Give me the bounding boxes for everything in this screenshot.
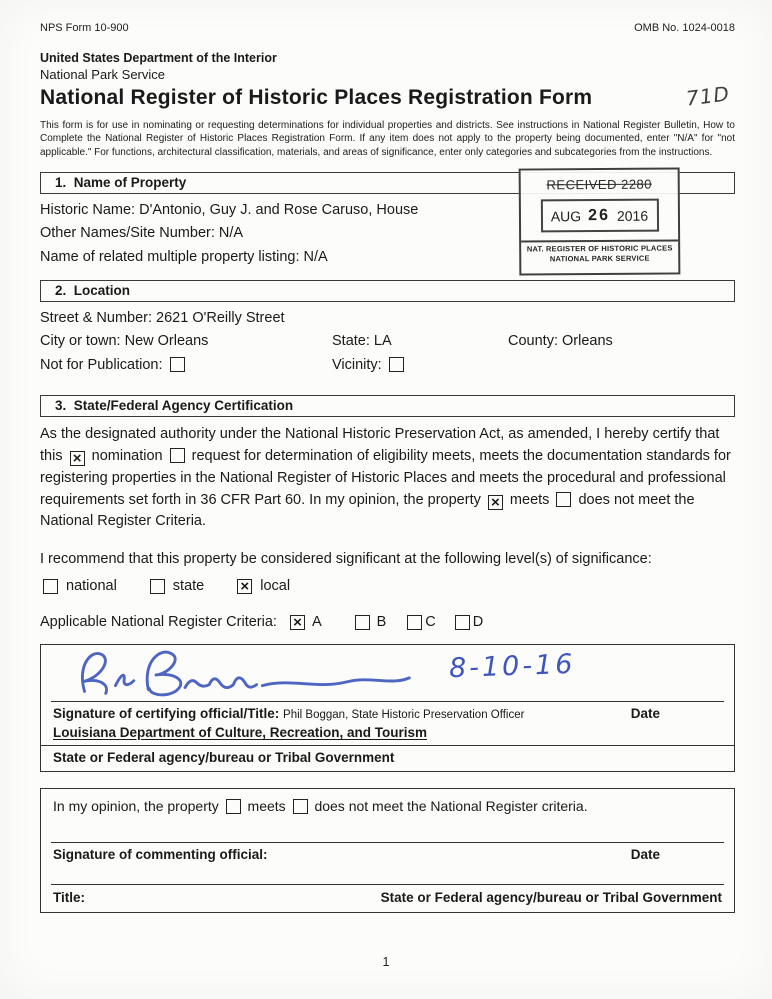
property-meets-checkbox: × (488, 495, 503, 510)
signature-line (51, 645, 724, 702)
criteria-row (40, 614, 735, 630)
stamp-month: AUG (550, 207, 582, 224)
multiple-listing-field: Name of related multiple property listing: N/A (40, 249, 328, 266)
bureau-label: State or Federal agency/bureau or Tribal Government (41, 745, 734, 771)
opinion-meets-label: meets (247, 798, 286, 815)
criteria-text: Applicable National Register Criteria: (40, 614, 277, 631)
title-label: Title: (53, 890, 86, 906)
state-field: State: LA (332, 333, 392, 350)
bureau-label: State or Federal agency/bureau or Tribal Government (380, 890, 722, 906)
stamp-date-box (540, 199, 658, 233)
handwritten-note: 71D (684, 81, 732, 111)
section-2-fields (40, 308, 735, 376)
nomination-label: nomination (91, 448, 163, 465)
cert-text-1: As the designated authority under the National Historic Preservation Act, as amended, I hereby certify that this (40, 426, 720, 465)
recommend-text: I recommend that this property be considered significant at the following level(s) of significance: (40, 551, 652, 568)
county-field: County: Orleans (508, 333, 613, 350)
criteria-b-checkbox (355, 615, 370, 630)
commenting-official-block (40, 788, 735, 913)
stamp-day: 26 (588, 206, 610, 224)
commenting-caption-row (41, 843, 734, 864)
commenting-caption-label: Signature of commenting official: (53, 847, 268, 863)
form-instructions: This form is for use in nominating or requesting determinations for individual properties and districts. See instructions in National Register Bulletin, How to Complete the National Register of Historic Places Registration Form. If any item does not apply to the property being documented, enter "N/A" for "not applicable." For functions, architectural classification, materials, and areas of significance, enter only categories and subcategories from the instructions. (40, 120, 735, 158)
opinion-meets-checkbox (226, 799, 241, 814)
certification-paragraph (40, 424, 735, 533)
other-names-field: Other Names/Site Number: N/A (40, 225, 244, 242)
criteria-a-label: A (311, 614, 322, 631)
criteria-a-checkbox: × (290, 615, 305, 630)
stamp-received-text: RECEIVED 2280 (546, 176, 653, 193)
historic-name-field: Historic Name: D'Antonio, Guy J. and Rose Caruso, House (40, 201, 419, 218)
street-field: Street & Number: 2621 O'Reilly Street (40, 309, 285, 326)
property-does-not-meet-checkbox (556, 492, 571, 507)
criteria-c-checkbox (407, 615, 422, 630)
stamp-org-line1: NAT. REGISTER OF HISTORIC PLACES (526, 243, 673, 254)
form-meta-row (40, 22, 735, 34)
page-number: 1 (382, 955, 390, 969)
form-title: National Register of Historic Places Registration Form (40, 86, 593, 109)
significance-levels-row (40, 578, 735, 594)
signature-handwriting-icon (59, 645, 429, 703)
agency-name-line: Louisiana Department of Culture, Recreation, and Tourism (53, 725, 428, 741)
section-3-heading: 3. State/Federal Agency Certification (40, 395, 735, 417)
agency-row (41, 723, 734, 745)
signature-caption-label: Signature of certifying official/Title: (53, 706, 280, 722)
cert-text-2: request for determination of eligibility meets, meets the documentation standards for registering properties in the National Register of Historic Places and meets the procedural and professional requirements set forth in 36 CFR Part 60. In my opinion, the property (40, 448, 731, 508)
criteria-d-checkbox (455, 615, 470, 630)
national-checkbox (43, 579, 58, 594)
request-checkbox (170, 448, 185, 463)
section-1-heading: 1. Name of Property (40, 172, 735, 194)
stamp-org-line2: NATIONAL PARK SERVICE (549, 253, 650, 264)
city-field: City or town: New Orleans (40, 333, 209, 350)
local-checkbox: × (237, 579, 252, 594)
not-for-publication-label: Not for Publication: (40, 356, 163, 373)
cert-text-3: does not meet the National Register Criteria. (40, 491, 695, 530)
criteria-d-label: D (472, 614, 484, 631)
vicinity-checkbox (389, 357, 404, 372)
nomination-checkbox: × (70, 451, 85, 466)
state-label: state (172, 578, 205, 595)
opinion-text-2: does not meet the National Register criteria. (314, 798, 588, 815)
form-number: NPS Form 10-900 (40, 22, 129, 34)
state-checkbox (150, 579, 165, 594)
meets-label: meets (509, 491, 550, 508)
certifying-official-signature-block (40, 644, 735, 772)
stamp-year: 2016 (616, 207, 649, 224)
date-label: Date (630, 706, 660, 722)
opinion-text-1: In my opinion, the property (53, 798, 219, 815)
section-2-heading: 2. Location (40, 280, 735, 302)
omb-number: OMB No. 1024-0018 (634, 22, 735, 34)
agency-name: National Park Service (40, 67, 165, 82)
not-for-publication-checkbox (170, 357, 185, 372)
certifying-official-name: Phil Boggan, State Historic Preservation Officer (283, 709, 525, 722)
criteria-b-label: B (376, 614, 387, 631)
handwritten-date: 8-10-16 (448, 648, 576, 685)
received-stamp (519, 167, 681, 275)
local-label: local (260, 578, 291, 595)
department-name: United States Department of the Interior (40, 51, 277, 65)
national-label: national (66, 578, 117, 595)
vicinity-label: Vicinity: (332, 356, 382, 373)
opinion-does-not-meet-checkbox (293, 799, 308, 814)
criteria-c-label: C (425, 614, 436, 631)
opinion-row (41, 789, 734, 816)
signature-caption-row (41, 702, 734, 723)
title-row (41, 885, 734, 912)
stamp-org-lines (521, 239, 678, 264)
date-label: Date (630, 847, 660, 863)
